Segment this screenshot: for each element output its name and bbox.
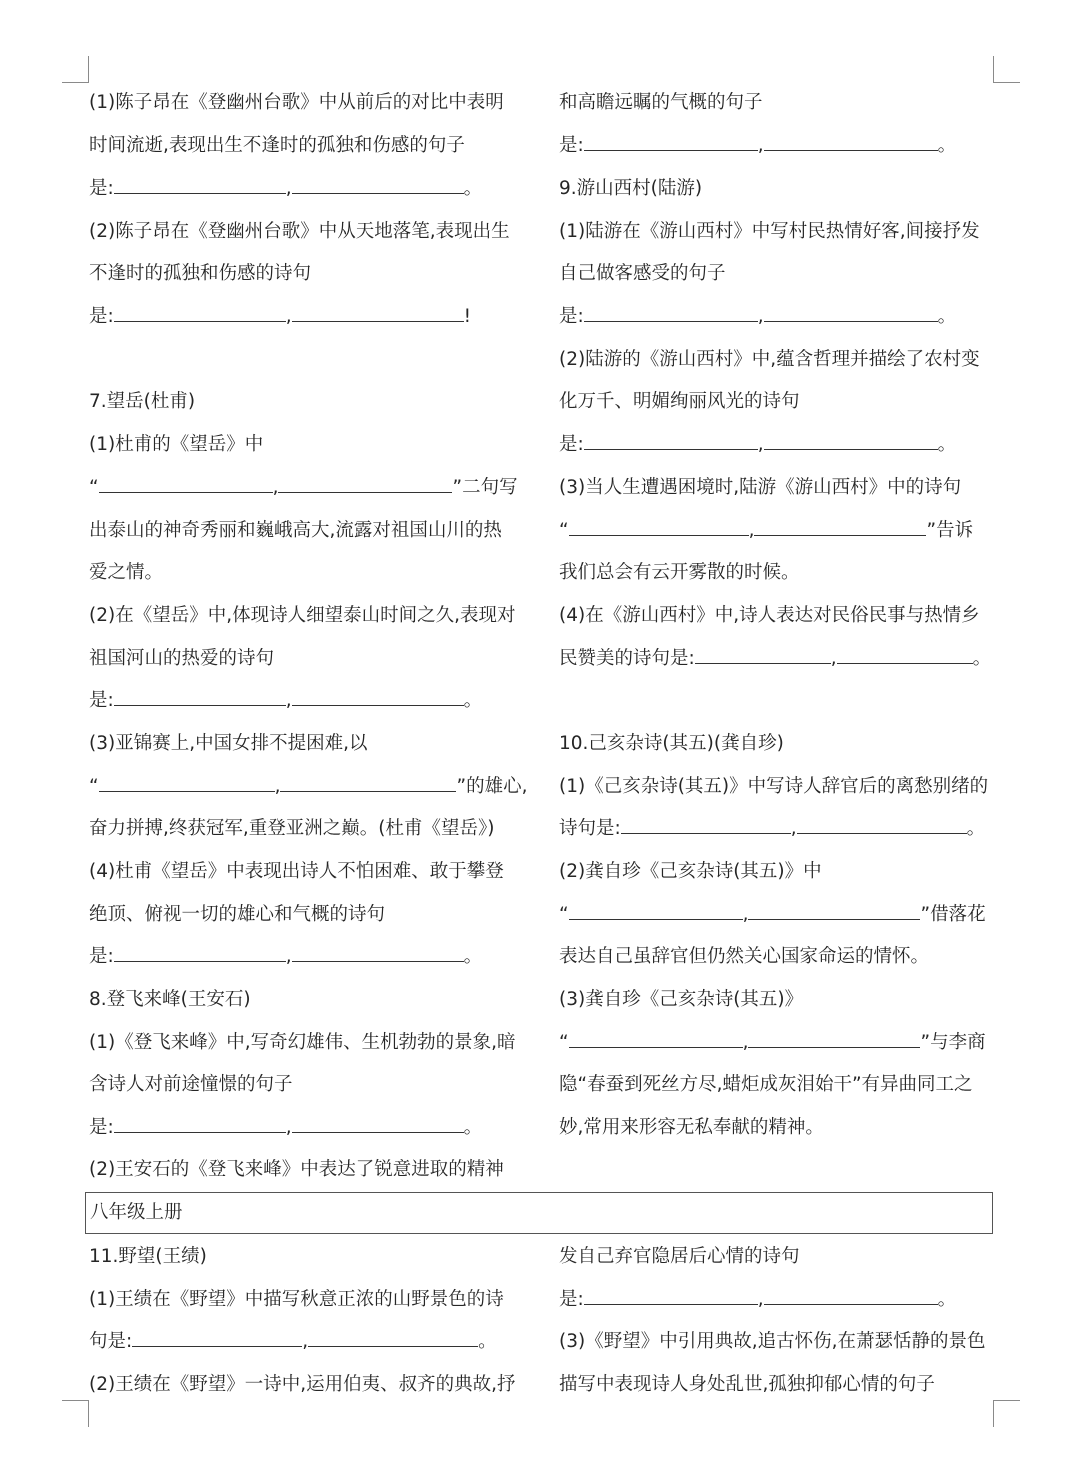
answer-separator: ,	[272, 477, 279, 498]
answer-blank[interactable]	[584, 1286, 758, 1305]
answer-blank[interactable]	[764, 1286, 938, 1305]
answer-separator: ,	[790, 818, 797, 839]
question-text: (3)龚自珍《己亥杂诗(其五)》	[559, 989, 804, 1010]
question-text: 不逢时的孤独和伤感的诗句	[89, 263, 312, 284]
answer-end: ”与李商	[920, 1032, 986, 1053]
answer-line	[89, 467, 518, 510]
answer-blank[interactable]	[695, 645, 831, 664]
answer-blank[interactable]	[748, 901, 920, 920]
answer-blank[interactable]	[292, 1114, 464, 1133]
question-text: (1)王绩在《野望》中描写秋意正浓的山野景色的诗	[89, 1289, 504, 1310]
answer-separator: ,	[757, 434, 764, 455]
answer-line	[89, 296, 471, 339]
answer-separator: ,	[830, 648, 837, 669]
answer-separator: ,	[757, 135, 764, 156]
question-text: (2)在《望岳》中,体现诗人细望泰山时间之久,表现对	[89, 605, 516, 626]
question-text: 爱之情。	[89, 562, 164, 583]
answer-end: 。	[937, 306, 957, 327]
answer-separator: ,	[748, 520, 755, 541]
question-text: 绝顶、俯视一切的雄心和气概的诗句	[89, 904, 386, 925]
answer-prefix: 是:	[89, 690, 114, 711]
answer-blank[interactable]	[292, 175, 464, 194]
answer-line	[559, 510, 973, 553]
answer-blank[interactable]	[569, 901, 743, 920]
answer-line	[559, 638, 991, 681]
answer-line	[89, 680, 482, 723]
answer-line	[89, 936, 482, 979]
answer-blank[interactable]	[280, 773, 456, 792]
answer-prefix: 是:	[89, 178, 114, 199]
quote-open: “	[559, 520, 569, 541]
answer-separator: ,	[285, 1117, 292, 1138]
answer-blank[interactable]	[278, 474, 452, 493]
question-text: 表达自己虽辞官但仍然关心国家命运的情怀。	[559, 946, 930, 967]
answer-line	[559, 125, 956, 168]
question-text: 祖国河山的热爱的诗句	[89, 648, 275, 669]
answer-line	[559, 1022, 986, 1065]
answer-end: 。	[937, 434, 957, 455]
answer-end: 。	[463, 1117, 483, 1138]
question-text: (3)亚锦赛上,中国女排不提困难,以	[89, 733, 368, 754]
answer-separator: ,	[742, 1032, 749, 1053]
answer-end: ”借落花	[920, 904, 986, 925]
question-text: 出泰山的神奇秀丽和巍峨高大,流露对祖国山川的热	[89, 520, 502, 541]
answer-end: !	[463, 306, 472, 327]
answer-separator: ,	[757, 306, 764, 327]
question-text: (2)龚自珍《己亥杂诗(其五)》中	[559, 861, 822, 882]
section-title: 7.望岳(杜甫)	[89, 391, 196, 412]
answer-end: 。	[972, 648, 992, 669]
question-text: 化万千、明媚绚丽风光的诗句	[559, 391, 800, 412]
crop-mark-bottom-left	[62, 1400, 89, 1427]
answer-prefix: 是:	[559, 306, 584, 327]
section-title: 10.己亥杂诗(其五)(龚自珍)	[559, 733, 784, 754]
question-text: (1)杜甫的《望岳》中	[89, 434, 264, 455]
answer-end: 。	[478, 1331, 497, 1352]
answer-blank[interactable]	[308, 1328, 478, 1347]
answer-blank[interactable]	[114, 943, 286, 962]
answer-line	[559, 808, 985, 851]
answer-blank[interactable]	[797, 815, 967, 834]
question-text: (1)陈子昂在《登幽州台歌》中从前后的对比中表明	[89, 92, 504, 113]
question-text: 我们总会有云开雾散的时候。	[559, 562, 800, 583]
answer-blank[interactable]	[99, 773, 275, 792]
quote-open: “	[559, 1032, 569, 1053]
section-title: 11.野望(王绩)	[89, 1246, 207, 1267]
answer-blank[interactable]	[764, 132, 938, 151]
answer-end: 。	[463, 946, 483, 967]
question-text: 发自己弃官隐居后心情的诗句	[559, 1246, 800, 1267]
answer-separator: ,	[757, 1289, 764, 1310]
answer-blank[interactable]	[292, 687, 464, 706]
answer-prefix: 民赞美的诗句是:	[559, 648, 695, 669]
crop-mark-top-left	[62, 56, 89, 83]
answer-line	[559, 1279, 956, 1322]
answer-end: 。	[463, 690, 483, 711]
question-text: (3)当人生遭遇困境时,陆游《游山西村》中的诗句	[559, 477, 962, 498]
section-title: 8.登飞来峰(王安石)	[89, 989, 251, 1010]
grade-section-label: 八年级上册	[90, 1202, 183, 1223]
answer-blank[interactable]	[764, 303, 938, 322]
question-text: (2)陆游的《游山西村》中,蕴含哲理并描绘了农村变	[559, 349, 980, 370]
question-text: 时间流逝,表现出生不逢时的孤独和伤感的句子	[89, 135, 465, 156]
question-text: (2)王绩在《野望》一诗中,运用伯夷、叔齐的典故,抒	[89, 1374, 516, 1395]
question-text: (1)《己亥杂诗(其五)》中写诗人辞官后的离愁别绪的	[559, 776, 989, 797]
question-text: 隐“春蚕到死丝方尽,蜡炬成灰泪始干”有异曲同工之	[559, 1074, 973, 1095]
answer-line	[89, 168, 482, 211]
grade-section-header	[85, 1192, 993, 1234]
question-text: (4)在《游山西村》中,诗人表达对民俗民事与热情乡	[559, 605, 980, 626]
answer-end: 。	[966, 818, 986, 839]
answer-prefix: 句是:	[89, 1331, 133, 1352]
answer-prefix: 是:	[89, 306, 114, 327]
answer-end: 。	[937, 1289, 957, 1310]
question-text: 和高瞻远瞩的气概的句子	[559, 92, 763, 113]
answer-blank[interactable]	[764, 431, 938, 450]
quote-open: “	[89, 477, 99, 498]
answer-blank[interactable]	[621, 815, 791, 834]
question-text: (1)陆游在《游山西村》中写村民热情好客,间接抒发	[559, 221, 980, 242]
question-text: (2)王安石的《登飞来峰》中表达了锐意进取的精神	[89, 1159, 504, 1180]
answer-line	[89, 1107, 482, 1150]
answer-prefix: 是:	[559, 135, 584, 156]
answer-prefix: 是:	[559, 434, 584, 455]
answer-separator: ,	[285, 690, 292, 711]
answer-end: 。	[463, 178, 483, 199]
question-text: (2)陈子昂在《登幽州台歌》中从天地落笔,表现出生	[89, 221, 510, 242]
section-title: 9.游山西村(陆游)	[559, 178, 703, 199]
answer-end: ”告诉	[926, 520, 974, 541]
question-text: 奋力拼搏,终获冠军,重登亚洲之巅。(杜甫《望岳》)	[89, 818, 495, 839]
answer-separator: ,	[742, 904, 749, 925]
question-text: 自己做客感受的句子	[559, 263, 726, 284]
answer-line	[559, 894, 986, 937]
answer-line	[559, 296, 956, 339]
quote-open: “	[89, 776, 99, 797]
answer-blank[interactable]	[754, 517, 926, 536]
question-text: 妙,常用来形容无私奉献的精神。	[559, 1117, 824, 1138]
answer-blank[interactable]	[292, 303, 464, 322]
answer-prefix: 是:	[89, 946, 114, 967]
answer-blank[interactable]	[569, 517, 749, 536]
question-text: (3)《野望》中引用典故,追古怀伤,在萧瑟恬静的景色	[559, 1331, 986, 1352]
answer-separator: ,	[302, 1331, 309, 1352]
answer-blank[interactable]	[292, 943, 464, 962]
answer-prefix: 是:	[559, 1289, 584, 1310]
answer-blank[interactable]	[132, 1328, 302, 1347]
answer-blank[interactable]	[584, 303, 758, 322]
answer-blank[interactable]	[114, 687, 286, 706]
answer-line	[559, 424, 956, 467]
answer-blank[interactable]	[584, 431, 758, 450]
answer-blank[interactable]	[584, 132, 758, 151]
answer-blank[interactable]	[748, 1029, 920, 1048]
answer-prefix: 是:	[89, 1117, 114, 1138]
answer-end: 。	[937, 135, 957, 156]
crop-mark-top-right	[993, 56, 1020, 83]
question-text: 描写中表现诗人身处乱世,孤独抑郁心情的句子	[559, 1374, 935, 1395]
question-text: (4)杜甫《望岳》中表现出诗人不怕困难、敢于攀登	[89, 861, 504, 882]
answer-separator: ,	[285, 306, 292, 327]
answer-blank[interactable]	[837, 645, 973, 664]
answer-blank[interactable]	[114, 175, 286, 194]
crop-mark-bottom-right	[993, 1400, 1020, 1427]
answer-prefix: 诗句是:	[559, 818, 621, 839]
answer-separator: ,	[285, 946, 292, 967]
answer-end: ”的雄心,	[456, 776, 528, 797]
answer-separator: ,	[285, 178, 292, 199]
answer-blank[interactable]	[114, 1114, 286, 1133]
answer-separator: ,	[274, 776, 281, 797]
answer-blank[interactable]	[99, 474, 273, 493]
answer-line	[89, 766, 527, 809]
answer-end: ”二句写	[452, 477, 518, 498]
question-text: (1)《登飞来峰》中,写奇幻雄伟、生机勃勃的景象,暗	[89, 1032, 516, 1053]
answer-blank[interactable]	[114, 303, 286, 322]
question-text: 含诗人对前途憧憬的句子	[89, 1074, 293, 1095]
quote-open: “	[559, 904, 569, 925]
answer-blank[interactable]	[569, 1029, 743, 1048]
answer-line	[89, 1321, 497, 1364]
